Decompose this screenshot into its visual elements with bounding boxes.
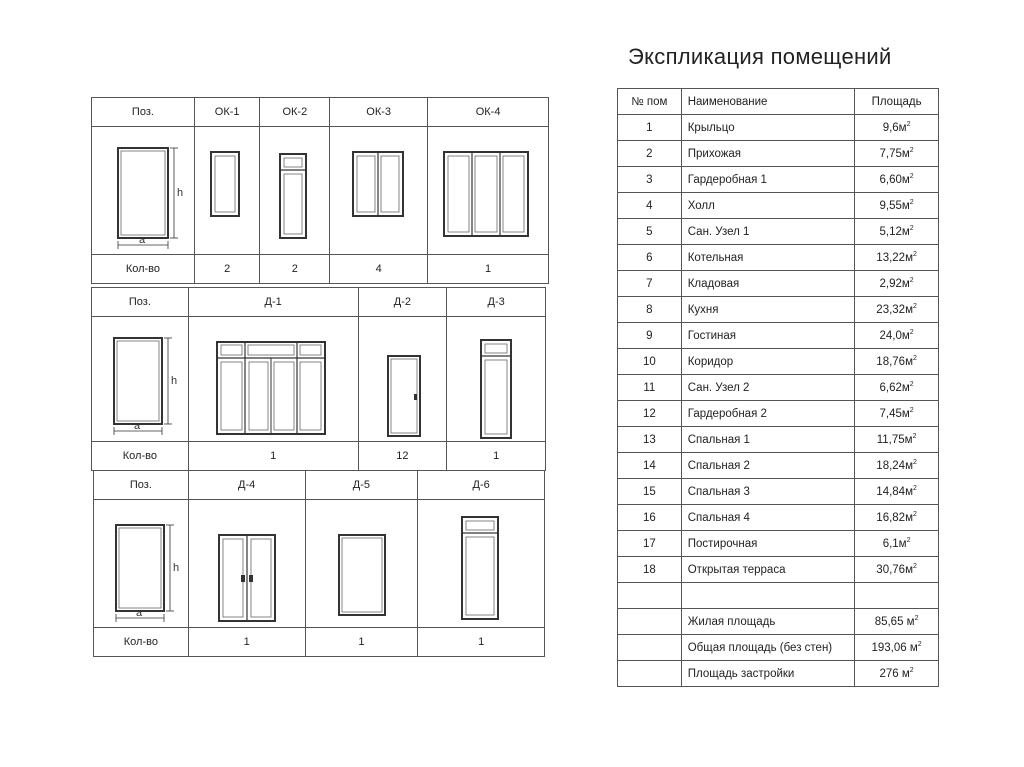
area-unit-superscript: 2	[912, 485, 917, 493]
table-row	[618, 323, 939, 349]
table-row	[618, 271, 939, 297]
area-unit-superscript: 2	[912, 303, 917, 311]
room-area	[855, 583, 939, 609]
room-area	[855, 401, 939, 427]
room-number: 10	[618, 349, 682, 375]
room-area	[855, 193, 939, 219]
window-code: ОК-4	[428, 98, 549, 127]
room-name: Сан. Узел 1	[681, 219, 854, 245]
explication-table	[617, 88, 939, 687]
area-value: 9,55м	[879, 199, 910, 212]
area-unit-superscript: 2	[906, 121, 911, 129]
room-number: 7	[618, 271, 682, 297]
table-row	[618, 141, 939, 167]
room-name	[681, 583, 854, 609]
area-value: 18,76м	[876, 355, 913, 368]
room-area	[855, 635, 939, 661]
qty-label: Кол-во	[92, 442, 189, 471]
room-name: Котельная	[681, 245, 854, 271]
room-area	[855, 245, 939, 271]
room-area	[855, 609, 939, 635]
room-area	[855, 219, 939, 245]
door-drawing-d5	[305, 500, 418, 628]
door-qty: 1	[188, 628, 305, 657]
table-row	[618, 349, 939, 375]
door-code: Д-2	[358, 288, 447, 317]
room-name: Кладовая	[681, 271, 854, 297]
area-value: 6,62м	[879, 381, 910, 394]
room-number: 2	[618, 141, 682, 167]
room-number: 11	[618, 375, 682, 401]
room-name: Сан. Узел 2	[681, 375, 854, 401]
room-name: Спальная 2	[681, 453, 854, 479]
area-unit-superscript: 2	[912, 459, 917, 467]
door-code: Д-5	[305, 471, 418, 500]
door-drawing-d1	[188, 317, 358, 442]
window-drawing-ok1	[194, 127, 260, 255]
area-value: 18,24м	[876, 459, 913, 472]
area-value: 7,45м	[879, 407, 910, 420]
table-row	[618, 583, 939, 609]
door-drawing-d6	[418, 500, 545, 628]
room-area	[855, 505, 939, 531]
window-code: ОК-2	[260, 98, 330, 127]
area-unit-superscript: 2	[909, 225, 914, 233]
room-area	[855, 661, 939, 687]
room-area	[855, 349, 939, 375]
room-name: Открытая терраса	[681, 557, 854, 583]
door-qty: 1	[447, 442, 546, 471]
door-code: Д-3	[447, 288, 546, 317]
area-unit-superscript: 2	[909, 147, 914, 155]
room-area	[855, 531, 939, 557]
area-unit-superscript: 2	[909, 381, 914, 389]
room-name: Прихожая	[681, 141, 854, 167]
room-name: Спальная 1	[681, 427, 854, 453]
area-unit-superscript: 2	[917, 641, 922, 649]
area-unit-superscript: 2	[912, 251, 917, 259]
dim-h-label: h	[173, 561, 180, 574]
room-number	[618, 583, 682, 609]
col-header-area: Площадь	[855, 89, 939, 115]
dim-h-label: h	[171, 374, 178, 387]
room-number: 8	[618, 297, 682, 323]
area-unit-superscript: 2	[909, 407, 914, 415]
col-header-name: Наименование	[681, 89, 854, 115]
room-name: Постирочная	[681, 531, 854, 557]
area-unit-superscript: 2	[909, 329, 914, 337]
room-number: 15	[618, 479, 682, 505]
document-title: Экспликация помещений	[628, 44, 892, 69]
room-number	[618, 635, 682, 661]
room-number: 13	[618, 427, 682, 453]
pos-header: Поз.	[92, 288, 189, 317]
table-row	[618, 609, 939, 635]
room-name: Кухня	[681, 297, 854, 323]
door-qty: 12	[358, 442, 447, 471]
room-area	[855, 453, 939, 479]
room-area	[855, 167, 939, 193]
room-number: 16	[618, 505, 682, 531]
area-unit-superscript: 2	[909, 667, 914, 675]
generic-dimension-drawing	[92, 127, 195, 255]
door-drawing-d3	[447, 317, 546, 442]
table-row	[618, 193, 939, 219]
window-qty: 1	[428, 255, 549, 284]
door-code: Д-1	[188, 288, 358, 317]
table-row	[618, 661, 939, 687]
room-number: 12	[618, 401, 682, 427]
generic-dimension-drawing	[92, 317, 189, 442]
door-code: Д-4	[188, 471, 305, 500]
area-value: 24,0м	[879, 329, 910, 342]
explication-body	[618, 115, 939, 687]
window-drawing-ok2	[260, 127, 330, 255]
area-value: 2,92м	[879, 277, 910, 290]
window-qty: 4	[330, 255, 428, 284]
area-unit-superscript: 2	[914, 615, 919, 623]
area-value: 5,12м	[879, 225, 910, 238]
room-name: Спальная 4	[681, 505, 854, 531]
room-number	[618, 661, 682, 687]
room-area	[855, 557, 939, 583]
room-number	[618, 609, 682, 635]
pos-header: Поз.	[92, 98, 195, 127]
area-unit-superscript: 2	[912, 563, 917, 571]
dim-h-label: h	[177, 186, 184, 199]
window-qty: 2	[260, 255, 330, 284]
room-area	[855, 479, 939, 505]
room-name: Общая площадь (без стен)	[681, 635, 854, 661]
qty-label: Кол-во	[92, 255, 195, 284]
table-row	[618, 479, 939, 505]
area-value: 193,06 м	[871, 641, 918, 654]
area-unit-superscript: 2	[909, 199, 914, 207]
area-unit-superscript: 2	[912, 433, 917, 441]
door-qty: 1	[188, 442, 358, 471]
table-row	[618, 635, 939, 661]
room-area	[855, 115, 939, 141]
area-unit-superscript: 2	[909, 173, 914, 181]
room-name: Спальная 3	[681, 479, 854, 505]
room-name: Холл	[681, 193, 854, 219]
room-name: Гардеробная 1	[681, 167, 854, 193]
room-area	[855, 297, 939, 323]
col-header-num: № пом	[618, 89, 682, 115]
area-value: 85,65 м	[874, 615, 915, 628]
door-qty: 1	[418, 628, 545, 657]
dim-a-label: a	[136, 606, 143, 619]
area-value: 9,6м	[882, 121, 907, 134]
table-row	[618, 505, 939, 531]
qty-label: Кол-во	[94, 628, 189, 657]
table-row	[618, 115, 939, 141]
room-number: 17	[618, 531, 682, 557]
table-row	[618, 453, 939, 479]
area-value: 13,22м	[876, 251, 913, 264]
room-area	[855, 141, 939, 167]
room-name: Коридор	[681, 349, 854, 375]
window-code: ОК-3	[330, 98, 428, 127]
room-area	[855, 323, 939, 349]
room-area	[855, 427, 939, 453]
area-value: 16,82м	[876, 511, 913, 524]
door-drawing-d2	[358, 317, 447, 442]
door-qty: 1	[305, 628, 418, 657]
room-number: 4	[618, 193, 682, 219]
table-row	[618, 167, 939, 193]
doors-table-1	[91, 287, 546, 471]
room-name: Жилая площадь	[681, 609, 854, 635]
dim-a-label: a	[139, 233, 146, 246]
table-row	[618, 557, 939, 583]
generic-dimension-drawing	[94, 500, 189, 628]
table-row	[618, 375, 939, 401]
table-row	[618, 245, 939, 271]
area-unit-superscript: 2	[912, 355, 917, 363]
room-area	[855, 271, 939, 297]
area-unit-superscript: 2	[906, 537, 911, 545]
area-value: 14,84м	[876, 485, 913, 498]
room-name: Гардеробная 2	[681, 401, 854, 427]
area-value: 6,1м	[882, 537, 907, 550]
room-name: Площадь застройки	[681, 661, 854, 687]
room-name: Гостиная	[681, 323, 854, 349]
area-value: 23,32м	[876, 303, 913, 316]
area-unit-superscript: 2	[909, 277, 914, 285]
doors-table-2	[93, 470, 545, 657]
area-value: 11,75м	[876, 433, 913, 446]
room-number: 9	[618, 323, 682, 349]
window-code: ОК-1	[194, 98, 260, 127]
area-value: 30,76м	[876, 563, 913, 576]
room-number: 6	[618, 245, 682, 271]
area-value: 6,60м	[879, 173, 910, 186]
room-number: 5	[618, 219, 682, 245]
room-number: 1	[618, 115, 682, 141]
pos-header: Поз.	[94, 471, 189, 500]
area-value: 276 м	[879, 667, 910, 680]
table-row	[618, 401, 939, 427]
window-drawing-ok4	[428, 127, 549, 255]
window-drawing-ok3	[330, 127, 428, 255]
door-drawing-d4	[188, 500, 305, 628]
window-qty: 2	[194, 255, 260, 284]
table-row	[618, 219, 939, 245]
room-number: 14	[618, 453, 682, 479]
table-row	[618, 297, 939, 323]
door-code: Д-6	[418, 471, 545, 500]
room-name: Крыльцо	[681, 115, 854, 141]
windows-table	[91, 97, 549, 284]
area-value: 7,75м	[879, 147, 910, 160]
table-row	[618, 531, 939, 557]
room-number: 3	[618, 167, 682, 193]
area-unit-superscript: 2	[912, 511, 917, 519]
room-number: 18	[618, 557, 682, 583]
table-row	[618, 427, 939, 453]
room-area	[855, 375, 939, 401]
dim-a-label: a	[134, 419, 141, 432]
